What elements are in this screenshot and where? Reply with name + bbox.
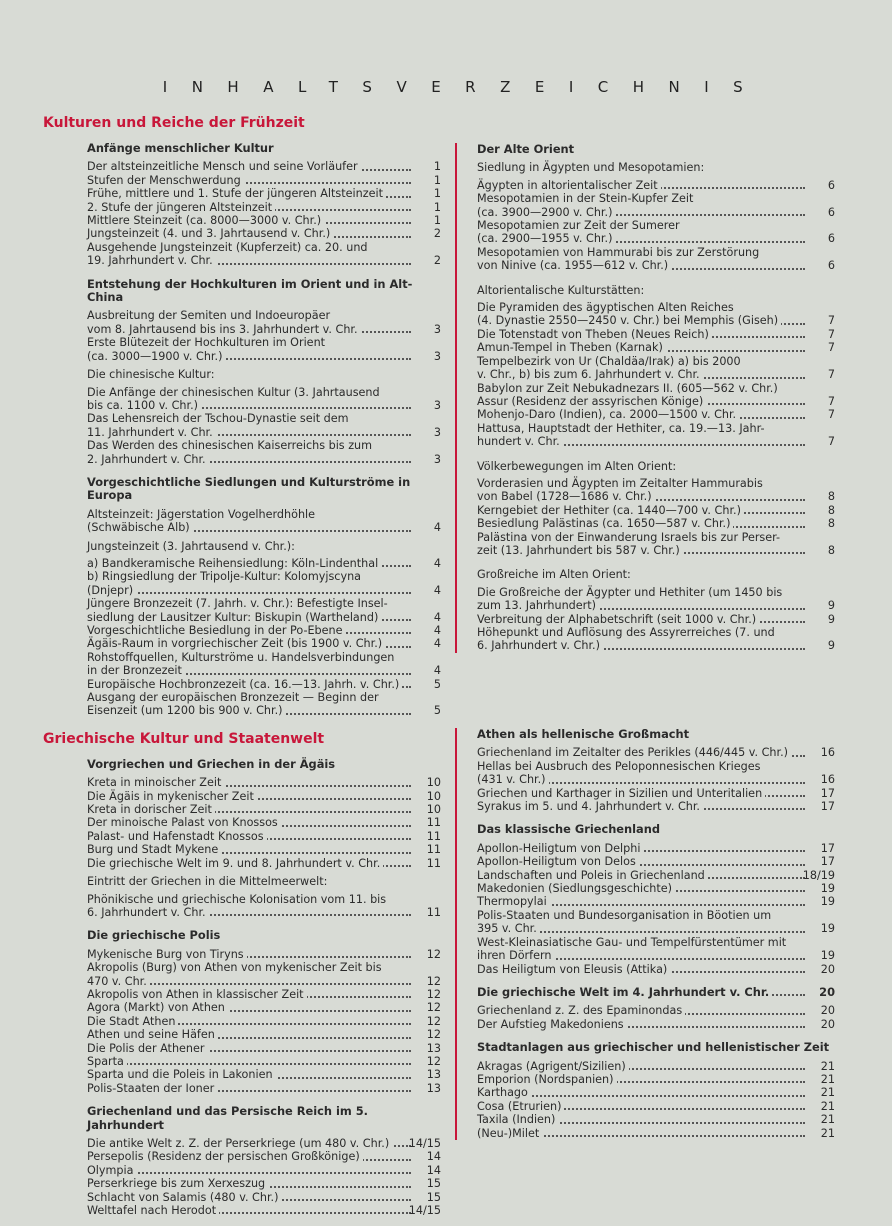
toc-entry[interactable] — [87, 597, 441, 624]
page-number: 11 — [426, 816, 441, 830]
page-number: 1 — [433, 173, 441, 187]
entry-title: Jüngere Bronzezeit (7. Jahrh. v. Chr.): Befestigte Insel- siedlung der Lausitzer Kultur: Biskupin (Wartheland) — [87, 597, 388, 624]
toc-entry[interactable] — [87, 776, 441, 789]
entry-title: Die griechische Welt im 4. Jahrhundert v. Chr. — [477, 985, 772, 999]
page-number: 12 — [426, 1054, 441, 1068]
section-heading-entry[interactable] — [477, 986, 835, 999]
toc-entry[interactable] — [477, 800, 835, 813]
entry-title: Vorderasien und Ägypten im Zeitalter Hammurabis von Babel (1728—1686 v. Chr.) — [477, 476, 763, 504]
entry-title: Die Pyramiden des ägyptischen Alten Reiches (4. Dynastie 2550—2450 v. Chr.) bei Memphis (Giseh) — [477, 301, 781, 327]
entry-title: Die Ägäis in mykenischer Zeit — [87, 790, 257, 803]
entry-title: Mesopotamien zur Zeit der Sumerer (ca. 2900—1955 v. Chr.) — [477, 219, 680, 246]
toc-entry[interactable] — [87, 1150, 441, 1163]
toc-entry[interactable] — [87, 961, 441, 988]
entry-title: Landschaften und Poleis in Griechenland — [477, 869, 708, 882]
page-number: 6 — [827, 205, 835, 219]
page-number: 3 — [433, 398, 441, 412]
toc-entry[interactable] — [87, 1164, 441, 1177]
group-label: Siedlung in Ägypten und Mesopotamien: — [477, 161, 705, 175]
toc-entry[interactable] — [477, 517, 835, 530]
entry-title: Der altsteinzeitliche Mensch und seine Vorläufer — [87, 160, 361, 173]
group-label: Großreiche im Alten Orient: — [477, 568, 631, 582]
toc-entry[interactable] — [87, 309, 441, 336]
toc-entry[interactable] — [87, 790, 441, 803]
page-number: 9 — [827, 612, 835, 626]
page-number: 15 — [426, 1190, 441, 1204]
page-number: 4 — [433, 624, 441, 637]
entry-title: Perserkriege bis zum Xerxeszug — [87, 1177, 268, 1190]
page-number: 4 — [433, 610, 441, 624]
page-number: 10 — [426, 789, 441, 803]
section-heading: Der Alte Orient — [477, 142, 575, 156]
toc-entry[interactable] — [477, 895, 835, 908]
page-number: 7 — [827, 327, 835, 341]
entry-title: Athen und seine Häfen — [87, 1028, 218, 1041]
page-number: 17 — [820, 841, 835, 855]
toc-entry[interactable] — [477, 531, 835, 558]
page-number: 7 — [827, 314, 835, 328]
page-number: 10 — [426, 803, 441, 817]
section-heading: Vorgriechen und Griechen in der Ägäis — [87, 756, 336, 771]
toc-entry[interactable] — [477, 246, 835, 273]
toc-entry[interactable] — [87, 1015, 441, 1028]
entry-title: Griechen und Karthager in Sizilien und Unteritalien — [477, 787, 765, 800]
page-number: 3 — [433, 425, 441, 439]
toc-entry[interactable] — [87, 651, 441, 678]
toc-entry[interactable] — [87, 1068, 441, 1081]
group-label: Altorientalische Kulturstätten: — [477, 283, 645, 297]
page-number: 20 — [820, 1004, 835, 1018]
section-heading: Griechenland und das Persische Reich im 5. Jahrhundert — [87, 1104, 368, 1132]
toc-entry[interactable] — [87, 1001, 441, 1014]
toc-entry[interactable] — [87, 637, 441, 650]
entry-title: Assur (Residenz der assyrischen Könige) — [477, 395, 706, 408]
page-number: 5 — [433, 704, 441, 718]
entry-title: a) Bandkeramische Reihensiedlung: Köln-Lindenthal — [87, 557, 381, 570]
entry-title: Palästina von der Einwanderung Israels bis zur Perser- zeit (13. Jahrhundert bis 587 v. Chr.) — [477, 530, 781, 557]
toc-entry[interactable] — [87, 948, 441, 961]
toc-entry[interactable] — [477, 1100, 835, 1113]
entry-title: Sparta — [87, 1055, 127, 1068]
page-number: 6 — [827, 259, 835, 273]
page-number: 17 — [820, 800, 835, 814]
page-number: 11 — [426, 856, 441, 870]
toc-entry[interactable] — [87, 508, 441, 535]
toc-entry[interactable] — [477, 422, 835, 449]
toc-column-right-orient — [455, 143, 835, 653]
entry-title: Hattusa, Hauptstadt der Hethiter, ca. 19.—13. Jahr- hundert v. Chr. — [477, 421, 765, 449]
spacer — [477, 273, 835, 279]
section-heading: Vorgeschichtliche Siedlungen und Kulturströme in Europa — [87, 474, 411, 503]
entry-title: Amun-Tempel in Theben (Karnak) — [477, 341, 666, 354]
toc-entry[interactable] — [477, 1018, 835, 1031]
page-number: 1 — [433, 200, 441, 214]
entry-title: Jungsteinzeit (4. und 3. Jahrtausend v. Chr.) — [87, 227, 333, 240]
entry-title: Mykenische Burg von Tiryns — [87, 948, 247, 961]
toc-entry[interactable] — [87, 691, 441, 718]
entry-title: Phönikische und griechische Kolonisation vom 11. bis 6. Jahrhundert v. Chr. — [87, 892, 387, 919]
spacer — [477, 449, 835, 455]
entry-title: Ägäis-Raum in vorgriechischer Zeit (bis 1900 v. Chr.) — [87, 637, 385, 650]
toc-entry[interactable] — [477, 504, 835, 517]
toc-entry[interactable] — [87, 557, 441, 570]
toc-entry[interactable] — [87, 187, 441, 200]
entry-title: Akropolis (Burg) von Athen von mykenischer Zeit bis 470 v. Chr. — [87, 961, 382, 988]
page-number: 9 — [827, 639, 835, 653]
page-number: 7 — [827, 408, 835, 422]
page-number: 21 — [820, 1113, 835, 1127]
entry-title: Die griechische Welt im 9. und 8. Jahrhundert v. Chr. — [87, 857, 383, 870]
page-number: 2 — [433, 254, 441, 268]
toc-entry[interactable] — [477, 626, 835, 653]
toc-entry[interactable] — [87, 830, 441, 843]
entry-title: Tempelbezirk von Ur (Chaldäa/Irak) a) bis 2000 v. Chr., b) bis zum 6. Jahrhundert v. Chr. — [477, 354, 741, 382]
entry-title: Welttafel nach Herodot — [87, 1204, 219, 1217]
toc-entry[interactable] — [477, 963, 835, 976]
toc-entry[interactable] — [477, 855, 835, 868]
toc-entry[interactable] — [87, 988, 441, 1001]
page-number: 13 — [426, 1081, 441, 1095]
toc-entry[interactable] — [477, 909, 835, 936]
page-number: 12 — [426, 1014, 441, 1028]
page-number: 19 — [820, 882, 835, 896]
toc-entry[interactable] — [477, 613, 835, 626]
toc-entry[interactable] — [477, 1127, 835, 1140]
toc-entry: Babylon zur Zeit Nebukadnezars II. (605—562 v. Chr.) — [477, 381, 778, 395]
toc-entry[interactable] — [477, 192, 835, 219]
toc-entry[interactable] — [477, 760, 835, 787]
page-number: 21 — [820, 1059, 835, 1073]
entry-title: Polis-Staaten der Ioner — [87, 1082, 217, 1095]
part-heading: Kulturen und Reiche der Frühzeit — [43, 115, 305, 131]
toc-entry[interactable] — [87, 1204, 441, 1217]
entry-title: Polis-Staaten und Bundesorganisation in Böotien um 395 v. Chr. — [477, 908, 772, 936]
toc-entry[interactable] — [477, 1086, 835, 1099]
entry-title: Ausbreitung der Semiten und Indoeuropäer vom 8. Jahrtausend bis ins 3. Jahrhundert v. Chr. — [87, 309, 361, 335]
part-heading: Griechische Kultur und Staatenwelt — [43, 730, 325, 747]
toc-entry[interactable] — [87, 1082, 441, 1095]
page-number: 11 — [426, 843, 441, 857]
page-number: 4 — [433, 521, 441, 535]
entry-title: Die Großreiche der Ägypter und Hethiter (um 1450 bis zum 13. Jahrhundert) — [477, 585, 783, 613]
toc-entry[interactable] — [87, 1191, 441, 1204]
entry-title: Emporion (Nordspanien) — [477, 1073, 617, 1086]
group-label: Eintritt der Griechen in die Mittelmeerwelt: — [87, 875, 328, 889]
page-number: 6 — [827, 232, 835, 246]
page-number: 11 — [426, 829, 441, 843]
entry-title: (Neu-)Milet — [477, 1127, 542, 1140]
entry-title: Apollon-Heiligtum von Delos — [477, 855, 639, 868]
page-number: 16 — [820, 746, 835, 760]
page-number: 16 — [820, 773, 835, 787]
entry-title: Die Totenstadt von Theben (Neues Reich) — [477, 328, 712, 341]
toc-entry[interactable] — [87, 160, 441, 173]
toc-entry[interactable] — [87, 386, 441, 413]
toc-entry[interactable] — [87, 893, 441, 920]
entry-title: Cosa (Etrurien) — [477, 1100, 564, 1113]
entry-title: Ausgehende Jungsteinzeit (Kupferzeit) ca. 20. und 19. Jahrhundert v. Chr. — [87, 240, 368, 268]
page-number: 8 — [827, 543, 835, 557]
toc-entry[interactable] — [477, 301, 835, 328]
toc-entry[interactable] — [477, 355, 835, 382]
entry-title: Mesopotamien in der Stein-Kupfer Zeit (ca. 3900—2900 v. Chr.) — [477, 192, 694, 219]
entry-title: Persepolis (Residenz der persischen Großkönige) — [87, 1150, 363, 1163]
page-number: 14/15 — [408, 1137, 441, 1150]
page-number: 21 — [820, 1086, 835, 1100]
toc-entry[interactable] — [87, 1028, 441, 1041]
page-number: 21 — [820, 1099, 835, 1113]
page-number: 14 — [426, 1163, 441, 1177]
spacer — [477, 557, 835, 563]
entry-title: Burg und Stadt Mykene — [87, 843, 221, 856]
entry-title: Palast- und Hafenstadt Knossos — [87, 830, 267, 843]
section-heading: Anfänge menschlicher Kultur — [87, 141, 274, 155]
entry-title: Akropolis von Athen in klassischer Zeit — [87, 988, 307, 1001]
entry-title: Apollon-Heiligtum von Delphi — [477, 842, 643, 855]
entry-title: Mohenjo-Daro (Indien), ca. 2000—1500 v. Chr. — [477, 408, 739, 421]
entry-title: Der minoische Palast von Knossos — [87, 816, 281, 829]
toc-entry[interactable] — [87, 412, 441, 439]
entry-title: Mesopotamien von Hammurabi bis zur Zerstörung von Ninive (ca. 1955—612 v. Chr.) — [477, 245, 760, 273]
page-number: 8 — [827, 490, 835, 504]
page-number: 4 — [433, 556, 441, 570]
entry-title: Europäische Hochbronzezeit (ca. 16.—13. Jahrh. v. Chr.) — [87, 678, 402, 691]
entry-title: Ägypten in altorientalischer Zeit — [477, 179, 661, 192]
entry-title: Schlacht von Salamis (480 v. Chr.) — [87, 1191, 281, 1204]
page-number: 19 — [820, 922, 835, 936]
entry-title: Höhepunkt und Auflösung des Assyrerreiches (7. und 6. Jahrhundert v. Chr.) — [477, 626, 775, 653]
toc-entry[interactable] — [87, 336, 441, 363]
section-heading: Die griechische Polis — [87, 928, 221, 943]
page-number: 6 — [827, 178, 835, 192]
page-number: 18/19 — [802, 868, 835, 882]
toc-entry[interactable] — [87, 201, 441, 214]
page-number: 19 — [820, 949, 835, 963]
entry-title: West-Kleinasiatische Gau- und Tempelfürstentümer mit ihren Dörfern — [477, 935, 787, 963]
entry-title: Karthago — [477, 1086, 531, 1099]
page-number: 4 — [433, 637, 441, 651]
toc-column-right-greece — [455, 728, 835, 1140]
toc-entry[interactable] — [477, 936, 835, 963]
page-number: 2 — [433, 227, 441, 241]
page-number: 17 — [820, 855, 835, 869]
entry-title: Taxila (Indien) — [477, 1113, 558, 1126]
entry-title: Kreta in minoischer Zeit — [87, 776, 224, 789]
toc-entry[interactable] — [477, 586, 835, 613]
page-number: 12 — [426, 947, 441, 961]
toc-entry[interactable] — [87, 816, 441, 829]
entry-title: Griechenland z. Z. des Epaminondas — [477, 1004, 685, 1017]
entry-title: b) Ringsiedlung der Tripolje-Kultur: Kolomyjscyna (Dnjepr) — [87, 570, 362, 597]
toc-entry[interactable] — [87, 1177, 441, 1190]
entry-title: Syrakus im 5. und 4. Jahrhundert v. Chr. — [477, 800, 703, 813]
page-number: 7 — [827, 394, 835, 408]
page-number: 21 — [820, 1072, 835, 1086]
toc-entry[interactable] — [477, 882, 835, 895]
section-heading: Das klassische Griechenland — [477, 822, 660, 837]
toc-entry[interactable] — [87, 843, 441, 856]
entry-title: 2. Stufe der jüngeren Altsteinzeit — [87, 201, 275, 214]
section-heading: Athen als hellenische Großmacht — [477, 727, 690, 741]
toc-entry[interactable] — [87, 227, 441, 240]
page-number: 13 — [426, 1041, 441, 1055]
page-number: 14/15 — [408, 1204, 441, 1218]
toc-entry[interactable] — [477, 395, 835, 408]
page-number: 12 — [426, 987, 441, 1001]
toc-entry[interactable] — [87, 1055, 441, 1068]
entry-title: Agora (Markt) von Athen — [87, 1001, 228, 1014]
entry-title: Der Aufstieg Makedoniens — [477, 1018, 627, 1031]
page-number: 17 — [820, 786, 835, 800]
entry-title: Vorgeschichtliche Besiedlung in der Po-Ebene — [87, 624, 346, 637]
group-label: Völkerbewegungen im Alten Orient: — [477, 459, 677, 473]
page-number: 8 — [827, 503, 835, 517]
toc-entry[interactable] — [87, 439, 441, 466]
page-number: 13 — [426, 1068, 441, 1082]
toc-entry[interactable] — [87, 1137, 441, 1150]
entry-title: Akragas (Agrigent/Sizilien) — [477, 1060, 629, 1073]
entry-title: Makedonien (Siedlungsgeschichte) — [477, 882, 675, 895]
entry-title: Erste Blütezeit der Hochkulturen im Orient (ca. 3000—1900 v. Chr.) — [87, 336, 326, 363]
page-number: 12 — [426, 1028, 441, 1042]
page-number: 5 — [433, 677, 441, 691]
page-number: 7 — [827, 368, 835, 382]
section-heading: Entstehung der Hochkulturen im Orient und in Alt-China — [87, 276, 413, 305]
toc-entry[interactable] — [477, 341, 835, 354]
entry-title: Ausgang der europäischen Bronzezeit — Beginn der Eisenzeit (um 1200 bis 900 v. Chr.) — [87, 691, 379, 718]
entry-title: Hellas bei Ausbruch des Peloponnesischen Krieges (431 v. Chr.) — [477, 759, 761, 787]
toc-entry[interactable] — [87, 570, 441, 597]
page-number: 20 — [819, 984, 835, 999]
entry-title: Sparta und die Poleis in Lakonien — [87, 1068, 276, 1081]
page-title: INHALTSVERZEICHNIS — [162, 78, 768, 96]
toc-entry[interactable] — [87, 678, 441, 691]
page-number: 1 — [433, 160, 441, 174]
toc-entry[interactable] — [477, 328, 835, 341]
page-number: 7 — [827, 435, 835, 449]
entry-title: Frühe, mittlere und 1. Stufe der jüngeren Altsteinzeit — [87, 187, 386, 200]
entry-title: Mittlere Steinzeit (ca. 8000—3000 v. Chr.) — [87, 214, 324, 227]
entry-title: Besiedlung Palästinas (ca. 1650—587 v. Chr.) — [477, 517, 733, 530]
entry-title: Thermopylai — [477, 895, 550, 908]
toc-entry[interactable] — [87, 803, 441, 816]
page-number: 3 — [433, 349, 441, 363]
page-number: 3 — [433, 322, 441, 336]
page-number: 9 — [827, 599, 835, 613]
group-label: Jungsteinzeit (3. Jahrtausend v. Chr.): — [87, 539, 295, 553]
toc-entry[interactable] — [477, 869, 835, 882]
toc-entry[interactable] — [477, 1004, 835, 1017]
toc-entry[interactable] — [477, 1060, 835, 1073]
entry-title: Stufen der Menschwerdung — [87, 174, 244, 187]
page-number: 1 — [433, 187, 441, 201]
toc-entry[interactable] — [87, 174, 441, 187]
entry-title: Das Lehensreich der Tschou-Dynastie seit dem 11. Jahrhundert v. Chr. — [87, 412, 349, 439]
page-number: 7 — [827, 341, 835, 355]
page-number: 14 — [426, 1150, 441, 1164]
entry-title: Griechenland im Zeitalter des Perikles (446/445 v. Chr.) — [477, 746, 791, 759]
entry-title: Altsteinzeit: Jägerstation Vogelherdhöhle (Schwäbische Alb) — [87, 507, 316, 535]
toc-entry[interactable] — [477, 219, 835, 246]
entry-title: Rohstoffquellen, Kulturströme u. Handelsverbindungen in der Bronzezeit — [87, 650, 395, 678]
page-number: 12 — [426, 1001, 441, 1015]
page-number: 4 — [433, 664, 441, 678]
page-number: 20 — [820, 1017, 835, 1031]
toc-entry[interactable] — [477, 1113, 835, 1126]
page-number: 15 — [426, 1177, 441, 1191]
toc-entry[interactable] — [87, 624, 441, 637]
entry-title: Die Polis der Athener — [87, 1042, 208, 1055]
toc-entry[interactable] — [87, 241, 441, 268]
page-number: 12 — [426, 974, 441, 988]
group-label: Die chinesische Kultur: — [87, 368, 215, 382]
entry-title: Die Stadt Athen — [87, 1015, 178, 1028]
toc-entry[interactable] — [87, 857, 441, 870]
toc-entry[interactable] — [477, 842, 835, 855]
page-number: 11 — [426, 905, 441, 919]
toc-entry[interactable] — [477, 1073, 835, 1086]
entry-title: Die antike Welt z. Z. der Perserkriege (um 480 v. Chr.) — [87, 1137, 392, 1150]
page-number: 4 — [433, 583, 441, 597]
toc-entry[interactable] — [477, 746, 835, 759]
page-number: 19 — [820, 895, 835, 909]
page-number: 8 — [827, 517, 835, 531]
toc-column-left — [43, 114, 441, 1217]
page-number: 10 — [426, 776, 441, 790]
toc-entry[interactable] — [477, 408, 835, 421]
entry-title: Die Anfänge der chinesischen Kultur (3. Jahrtausend bis ca. 1100 v. Chr.) — [87, 385, 380, 412]
page-number: 3 — [433, 452, 441, 466]
entry-title: Olympia — [87, 1164, 137, 1177]
entry-title: Kerngebiet der Hethiter (ca. 1440—700 v. Chr.) — [477, 504, 744, 517]
section-heading: Stadtanlagen aus griechischer und hellenistischer Zeit — [477, 1040, 830, 1055]
page-number: 20 — [820, 962, 835, 976]
toc-entry[interactable] — [477, 787, 835, 800]
page-number: 1 — [433, 214, 441, 228]
toc-entry[interactable] — [477, 179, 835, 192]
entry-title: Verbreitung der Alphabetschrift (seit 1000 v. Chr.) — [477, 613, 759, 626]
entry-title: Das Werden des chinesischen Kaiserreichs bis zum 2. Jahrhundert v. Chr. — [87, 439, 373, 466]
toc-entry[interactable] — [477, 477, 835, 504]
toc-entry[interactable] — [87, 214, 441, 227]
page-number: 21 — [820, 1126, 835, 1140]
toc-entry[interactable] — [87, 1042, 441, 1055]
entry-title: Das Heiligtum von Eleusis (Attika) — [477, 963, 670, 976]
entry-title: Kreta in dorischer Zeit — [87, 803, 215, 816]
